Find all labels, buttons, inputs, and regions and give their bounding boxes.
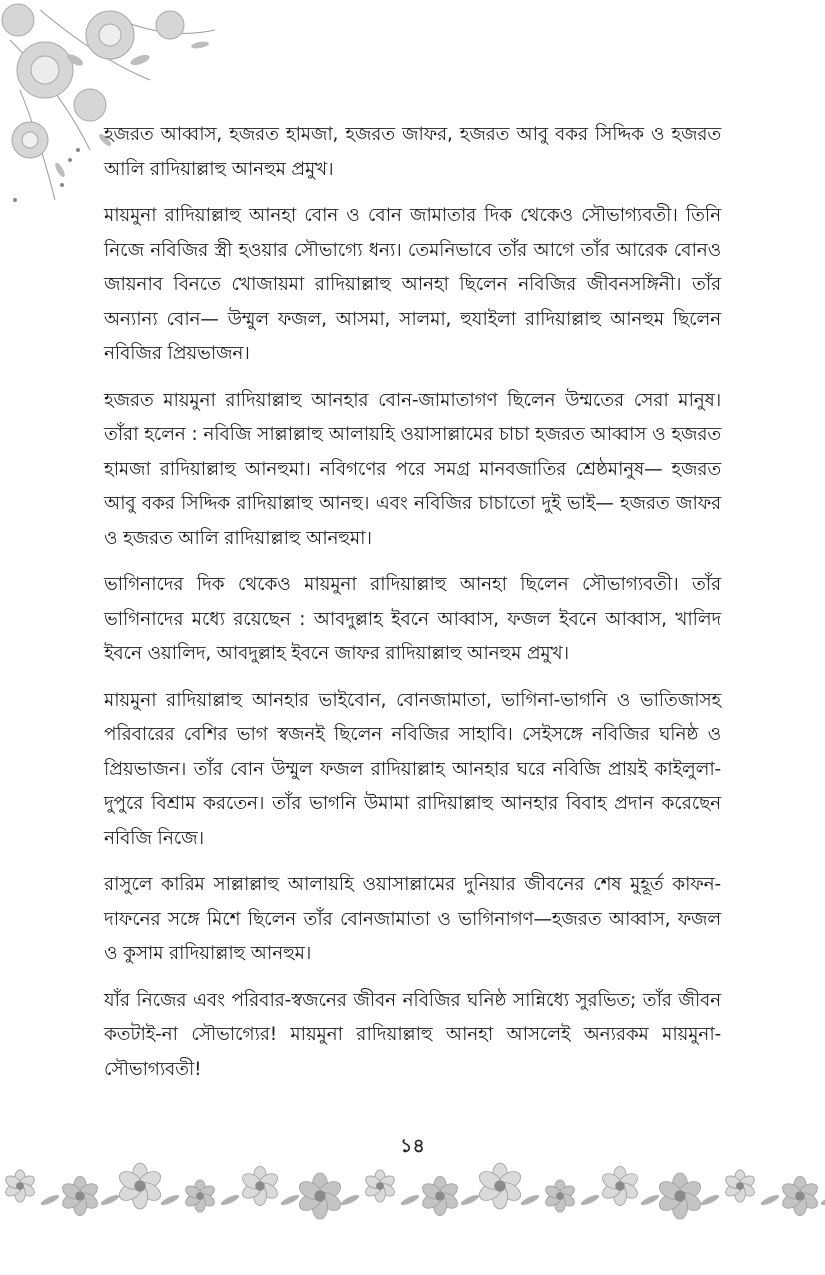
bottom-floral-border xyxy=(0,1160,825,1220)
floral-ornament xyxy=(183,1180,240,1212)
floral-ornament xyxy=(656,1173,720,1219)
paragraph-5: মায়মুনা রাদিয়াল্লাহু আনহার ভাইবোন, বোনজামাতা, ভাগিনা-ভাগনি ও ভাতিজাসহ পরিবারের বেশির ভাগ স্বজনই ছিলেন নবিজির সাহাবি। সেইসঙ্গে নবিজির ঘনিষ্ঠ ও প্রিয়ভাজন। তাঁর বোন উম্মুল ফজল রাদিয়াল্লাহ আনহার ঘরে নবিজি প্রায়ই কাইলুলা-দুপুরে বিশ্রাম করতেন। তাঁর ভাগনি উমামা রাদিয়াল্লাহু আনহার বিবাহ প্রদান করেছেন নবিজি নিজে। xyxy=(104,689,721,849)
page-number: ১৪ xyxy=(400,1135,425,1157)
page-body xyxy=(104,118,721,1099)
floral-ornament xyxy=(780,1176,825,1215)
paragraph-1: হজরত আব্বাস, হজরত হামজা, হজরত জাফর, হজরত আবু বকর সিদ্দিক ও হজরত আলি রাদিয়াল্লাহু আনহুম প্রমুখ। xyxy=(104,124,721,180)
paragraph-7: যাঁর নিজের এবং পরিবার-স্বজনের জীবন নবিজির ঘনিষ্ঠ সান্নিধ্যে সুরভিত; তাঁর জীবন কতটাই-না সৌভাগ্যের! মায়মুনা রাদিয়াল্লাহু আনহা আসলেই অন্যরকম মায়মুনা-সৌভাগ্যবতী! xyxy=(104,989,721,1080)
floral-ornament xyxy=(363,1170,420,1207)
floral-ornament xyxy=(116,1163,180,1209)
floral-ornament xyxy=(240,1166,300,1206)
floral-ornament xyxy=(476,1163,540,1209)
paragraph-4: ভাগিনাদের দিক থেকেও মায়মুনা রাদিয়াল্লাহু আনহা ছিলেন সৌভাগ্যবতী। তাঁর ভাগিনাদের মধ্যে রয়েছেন : আবদুল্লাহ ইবনে আব্বাস, ফজল ইবনে আব্বাস, খালিদ ইবনে ওয়ালিদ, আবদুল্লাহ ইবনে জাফর রাদিয়াল্লাহু আনহুম প্রমুখ। xyxy=(104,574,721,664)
floral-ornament xyxy=(3,1170,60,1207)
floral-ornament xyxy=(600,1166,660,1206)
floral-ornament xyxy=(60,1176,120,1215)
paragraph-6: রাসুলে কারিম সাল্লাল্লাহু আলায়হি ওয়াসাল্লামের দুনিয়ার জীবনের শেষ মুহূর্ত কাফন-দাফনের সঙ্গে মিশে ছিলেন তাঁর বোনজামাতা ও ভাগিনাগণ—হজরত আব্বাস, ফজল ও কুসাম রাদিয়াল্লাহু আনহুম। xyxy=(104,874,721,964)
paragraph-3: হজরত মায়মুনা রাদিয়াল্লাহু আনহার বোন-জামাতাগণ ছিলেন উম্মতের সেরা মানুষ। তাঁরা হলেন : নবিজি সাল্লাল্লাহু আলায়হি ওয়াসাল্লামের চাচা হজরত আব্বাস ও হজরত হামজা রাদিয়াল্লাহু আনহুমা। নবিগণের পরে সমগ্র মানবজাতির শ্রেষ্ঠমানুষ— হজরত আবু বকর সিদ্দিক রাদিয়াল্লাহু আনহু। এবং নবিজির চাচাতো দুই ভাই— হজরত জাফর ও হজরত আলি রাদিয়াল্লাহু আনহুমা। xyxy=(104,389,721,549)
floral-ornament xyxy=(543,1180,600,1212)
paragraph-2: মায়মুনা রাদিয়াল্লাহু আনহা বোন ও বোন জামাতার দিক থেকেও সৌভাগ্যবতী। তিনি নিজে নবিজির স্ত্রী হওয়ার সৌভাগ্যে ধন্য। তেমনিভাবে তাঁর আগে তাঁর আরেক বোনও জায়নাব বিনতে খোজায়মা রাদিয়াল্লাহু আনহা ছিলেন নবিজির জীবনসঙ্গিনী। তাঁর অন্যান্য বোন— উম্মুল ফজল, আসমা, সালমা, হুযাইলা রাদিয়াল্লাহু আনহুম ছিলেন নবিজির প্রিয়ভাজন। xyxy=(104,205,721,364)
floral-ornament xyxy=(723,1170,780,1207)
floral-ornament xyxy=(420,1176,480,1215)
floral-ornament xyxy=(296,1173,360,1219)
